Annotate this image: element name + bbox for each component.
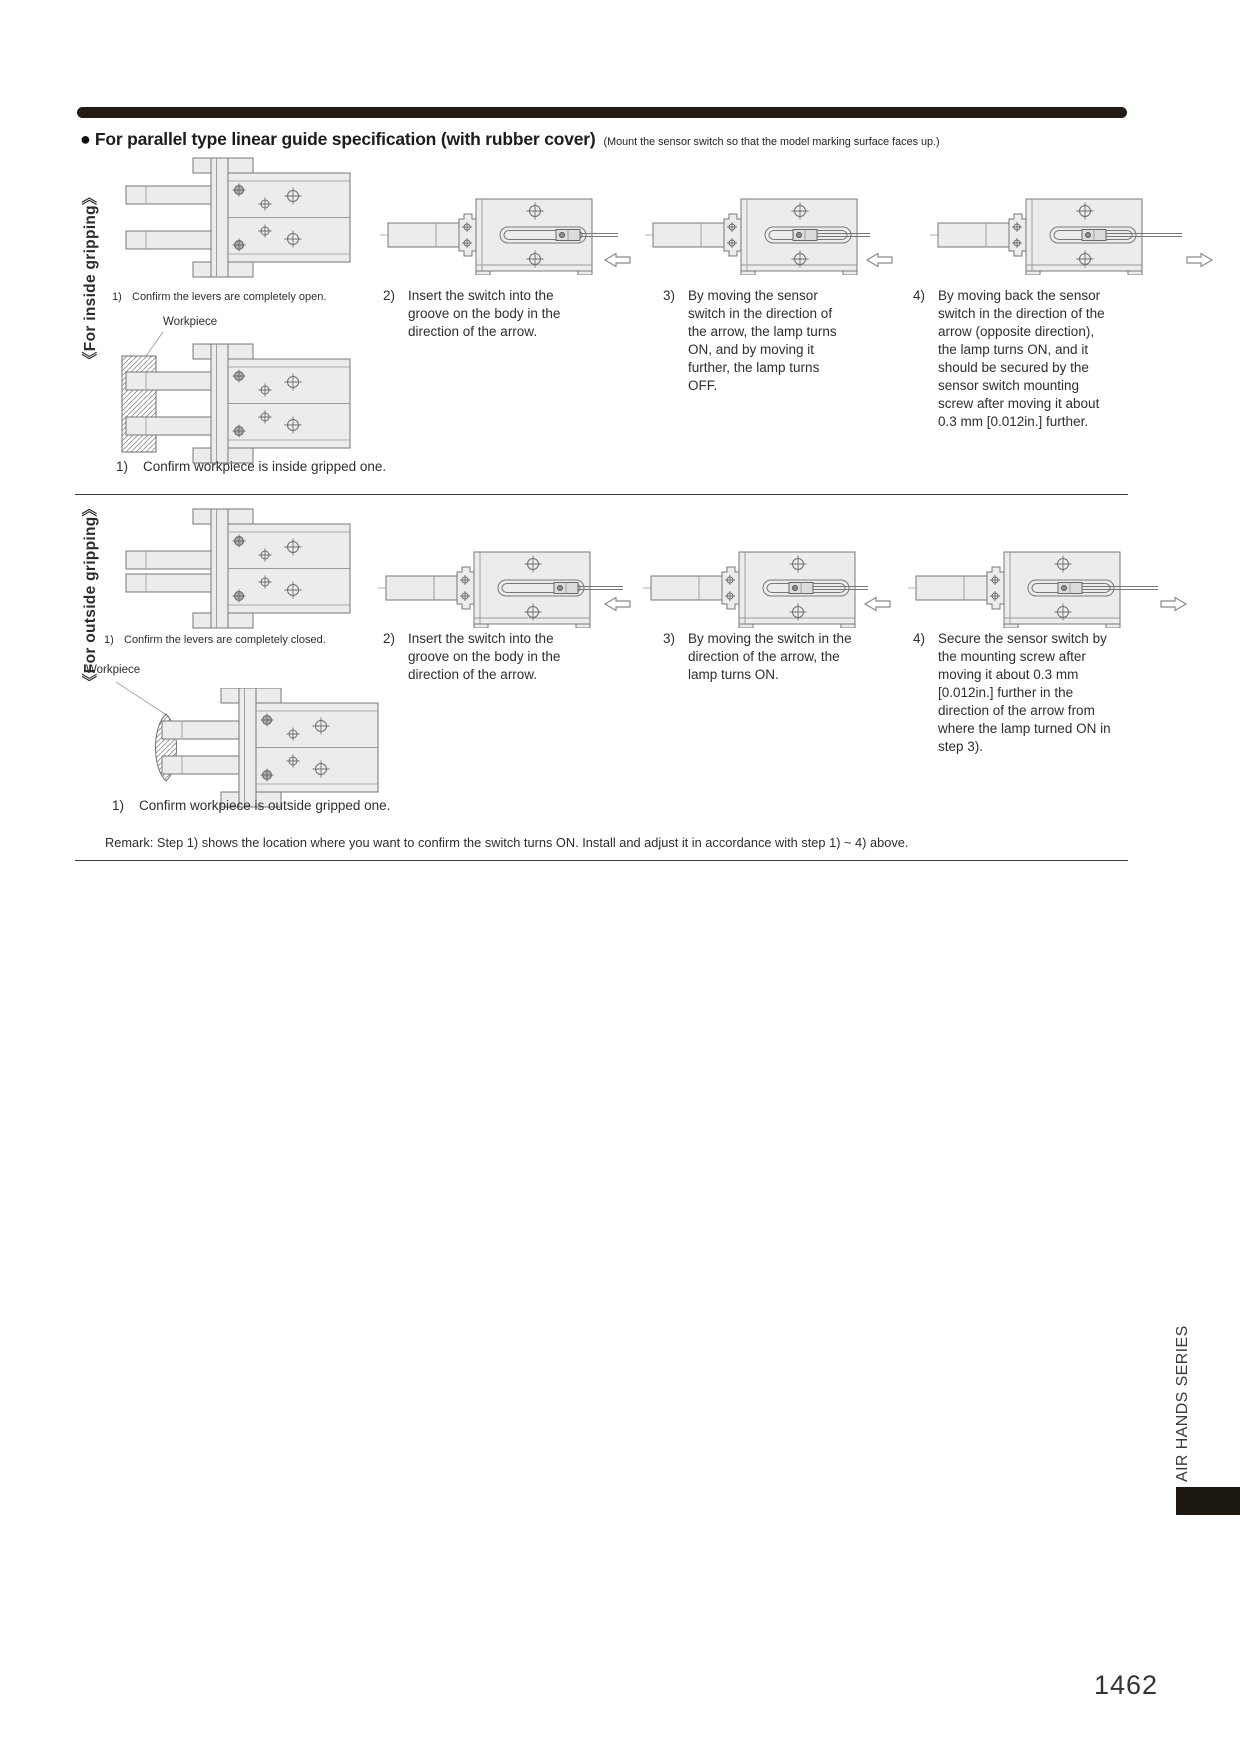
top-divider-bar (77, 107, 1127, 118)
section-divider (75, 860, 1128, 861)
step-number: 2) (383, 288, 396, 303)
step-number: 1) (112, 291, 122, 303)
step-item (913, 630, 1116, 756)
arrow-left-icon (604, 252, 631, 268)
confirm-note (112, 798, 390, 813)
page-header (80, 129, 940, 150)
page-title: For parallel type linear guide specification (with rubber cover) (94, 129, 596, 149)
step-number: 3) (663, 288, 676, 303)
step-number: 3) (663, 631, 676, 646)
arrow-right-icon (1160, 596, 1187, 612)
section-divider (75, 494, 1128, 495)
remark-note: Remark: Step 1) shows the location where you want to confirm the switch turns ON. Install and adjust it in accordance with step 1) ~ 4) above. (105, 835, 909, 850)
step-item (383, 630, 590, 684)
step-item (663, 287, 846, 395)
gripper-front-open-illustration (108, 152, 358, 284)
section-label-outside-gripping: 《For outside gripping》 (82, 500, 99, 689)
step-number: 2) (383, 631, 396, 646)
step-item (663, 630, 866, 684)
switch-move-back-illustration-inside (930, 195, 1185, 275)
switch-move-on-illustration-outside (643, 548, 898, 628)
workpiece-label: Workpiece (163, 316, 218, 328)
confirm-text: Confirm workpiece is inside gripped one. (143, 459, 387, 474)
step-text: Confirm the levers are completely open. (132, 291, 327, 303)
step-number: 4) (913, 631, 926, 646)
side-tab-marker (1176, 1487, 1240, 1515)
side-tab-label: AIR HANDS SERIES (1174, 1325, 1191, 1482)
workpiece-label: Workpiece (86, 664, 141, 676)
page-number: 1462 (1094, 1670, 1159, 1700)
confirm-number: 1) (112, 798, 125, 813)
step-item (112, 290, 326, 304)
bullet-icon: ● (80, 129, 91, 149)
step-item (383, 287, 590, 341)
step-number: 1) (104, 634, 114, 646)
step-text: Secure the sensor switch by the mounting screw after moving it about 0.3 mm [0.012in.] further in the direction of the arrow from where the lamp turned ON in step 3). (938, 631, 1111, 754)
step-text: Confirm the levers are completely closed. (124, 634, 326, 646)
confirm-note (116, 459, 386, 474)
gripper-front-closed-illustration (108, 503, 358, 635)
step-text: By moving the switch in the direction of the arrow, the lamp turns ON. (688, 631, 852, 682)
switch-move-on-illustration-inside (645, 195, 900, 275)
arrow-left-icon (866, 252, 893, 268)
step-text: Insert the switch into the groove on the body in the direction of the arrow. (408, 288, 561, 339)
arrow-right-icon (1186, 252, 1213, 268)
confirm-text: Confirm workpiece is outside gripped one. (139, 798, 391, 813)
arrow-left-icon (604, 596, 631, 612)
header-note: (Mount the sensor switch so that the model marking surface faces up.) (603, 136, 940, 148)
switch-insert-illustration-outside (378, 548, 633, 628)
section-label-inside-gripping: 《For inside gripping》 (82, 189, 99, 367)
step-text: By moving back the sensor switch in the direction of the arrow (opposite direction), the lamp turns ON, and it should be secured by the sensor switch mounting screw after moving it about 0.3 mm [0.012in.] further. (938, 288, 1105, 429)
step-text: By moving the sensor switch in the direction of the arrow, the lamp turns ON, and by moving it further, the lamp turns OFF. (688, 288, 837, 393)
step-item (104, 633, 326, 647)
step-number: 4) (913, 288, 926, 303)
gripper-outside-grip-illustration (136, 688, 386, 808)
gripper-inside-grip-illustration (108, 330, 358, 464)
arrow-left-icon (864, 596, 891, 612)
confirm-number: 1) (116, 459, 129, 474)
switch-insert-illustration-inside (380, 195, 635, 275)
switch-secure-illustration-outside (908, 548, 1163, 628)
step-text: Insert the switch into the groove on the body in the direction of the arrow. (408, 631, 561, 682)
step-item (913, 287, 1116, 431)
